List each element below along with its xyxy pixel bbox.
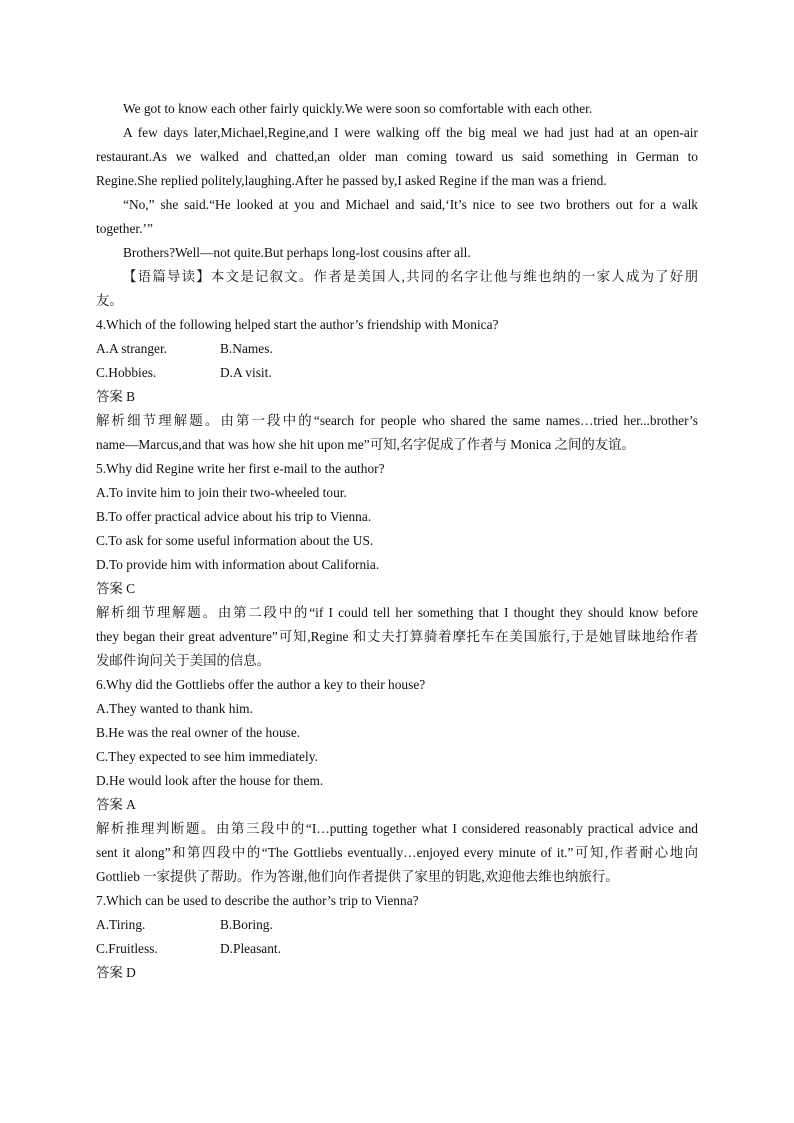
question-stem: 6.Why did the Gottliebs offer the author a key to their house? <box>96 677 426 692</box>
reading-guide: 【语篇导读】本文是记叙文。作者是美国人,共同的名字让他与维也纳的一家人成为了好朋 <box>123 269 698 284</box>
answer: 答案 D <box>96 965 136 980</box>
answer: 答案 B <box>96 389 136 404</box>
passage-paragraph: “No,” she said.“He looked at you and Michael and said,‘It’s nice to see two brothers out for a walk <box>123 197 698 212</box>
option: B.Boring. <box>220 917 273 932</box>
option: C.Hobbies. <box>96 365 157 380</box>
option-row <box>96 937 698 961</box>
option: B.Names. <box>220 341 273 356</box>
passage-paragraph: Brothers?Well—not quite.But perhaps long-lost cousins after all. <box>123 245 471 260</box>
passage-line: restaurant.As we walked and chatted,an older man coming toward us said something in German to <box>96 149 698 164</box>
passage-line: together.’” <box>96 221 153 236</box>
analysis-line: Gottlieb 一家提供了帮助。作为答谢,他们向作者提供了家里的钥匙,欢迎他去维也纳旅行。 <box>96 869 619 884</box>
option: C.They expected to see him immediately. <box>96 749 318 764</box>
analysis-line: 发邮件询问关于美国的信息。 <box>96 653 271 668</box>
answer: 答案 C <box>96 581 136 596</box>
analysis-line: 解析推理判断题。由第三段中的“I…putting together what I considered reasonably practical advice and <box>96 821 698 836</box>
option: D.To provide him with information about California. <box>96 557 380 572</box>
analysis-line: name—Marcus,and that was how she hit upon me”可知,名字促成了作者与 Monica 之间的友谊。 <box>96 437 635 452</box>
question-stem: 4.Which of the following helped start the author’s friendship with Monica? <box>96 317 499 332</box>
option: B.He was the real owner of the house. <box>96 725 301 740</box>
option: C.To ask for some useful information about the US. <box>96 533 374 548</box>
passage-line: Regine.She replied politely,laughing.After he passed by,I asked Regine if the man was a friend. <box>96 173 607 188</box>
analysis-line: 解析细节理解题。由第一段中的“search for people who shared the same names…tried her...brother’s <box>96 413 698 428</box>
passage-paragraph: We got to know each other fairly quickly.We were soon so comfortable with each other. <box>123 101 593 116</box>
question-stem: 7.Which can be used to describe the author’s trip to Vienna? <box>96 893 419 908</box>
document-page <box>96 97 698 985</box>
question-stem: 5.Why did Regine write her first e-mail to the author? <box>96 461 385 476</box>
option: C.Fruitless. <box>96 941 158 956</box>
answer: 答案 A <box>96 797 136 812</box>
option: A.Tiring. <box>96 917 146 932</box>
option: D.Pleasant. <box>220 941 281 956</box>
reading-guide: 友。 <box>96 293 123 308</box>
analysis-line: they began their great adventure”可知,Regine 和丈夫打算骑着摩托车在美国旅行,于是她冒昧地给作者 <box>96 629 698 644</box>
analysis-line: 解析细节理解题。由第二段中的“if I could tell her something that I thought they should know before <box>96 605 698 620</box>
option: A.A stranger. <box>96 341 168 356</box>
option: A.They wanted to thank him. <box>96 701 253 716</box>
option-row <box>96 361 698 385</box>
option: B.To offer practical advice about his trip to Vienna. <box>96 509 372 524</box>
option: D.A visit. <box>220 365 272 380</box>
option-row <box>96 337 698 361</box>
option: D.He would look after the house for them. <box>96 773 324 788</box>
option-row <box>96 913 698 937</box>
passage-paragraph: A few days later,Michael,Regine,and I were walking off the big meal we had just had at an open-air <box>123 125 698 140</box>
analysis-line: sent it along”和第四段中的“The Gottliebs eventually…enjoyed every minute of it.”可知,作者耐心地向 <box>96 845 698 860</box>
option: A.To invite him to join their two-wheeled tour. <box>96 485 347 500</box>
